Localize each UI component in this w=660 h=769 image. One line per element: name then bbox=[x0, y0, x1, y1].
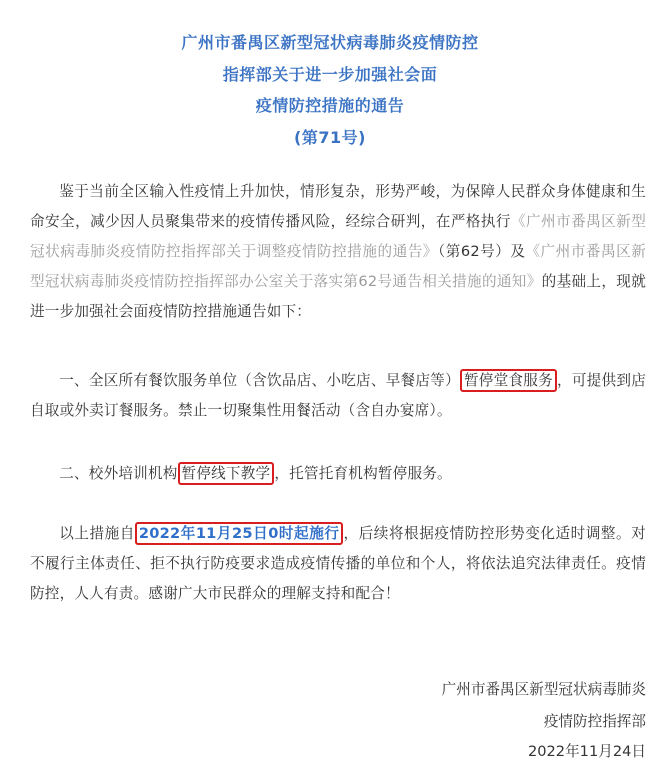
title-number: (第71号) bbox=[294, 128, 366, 147]
intro-text-3: 的基础上，现就进一步加强社会面疫情防控措施通告如下： bbox=[30, 273, 647, 320]
signature-date: 2022年11月24日 bbox=[527, 743, 646, 760]
title-line-3: 疫情防控措施的通告 bbox=[255, 96, 405, 115]
highlight-suspend-dine-in: 暂停堂食服务 bbox=[460, 369, 557, 392]
signature-line-2: 疫情防控指挥部 bbox=[543, 713, 646, 730]
reference-notice-implementation: 《广州市番禺区新型冠状病毒肺炎疫情防控指挥部办公室关于落实第62号通告相关措施的通知》 bbox=[30, 243, 647, 290]
item-2-text-before: 二、校外培训机构 bbox=[59, 465, 178, 482]
signature-line-1: 广州市番禺区新型冠状病毒肺炎 bbox=[441, 681, 646, 698]
item-1-paragraph bbox=[30, 366, 646, 426]
intro-text-2: （第62号）及 bbox=[437, 243, 526, 260]
highlight-effective-date: 2022年11月25日0时起施行 bbox=[135, 522, 344, 545]
intro-paragraph bbox=[30, 177, 646, 327]
effective-paragraph bbox=[30, 519, 646, 609]
item-2-text-after: ，托管托育机构暂停服务。 bbox=[274, 465, 452, 482]
item-1-text-before: 一、全区所有餐饮服务单位（含饮品店、小吃店、早餐店等） bbox=[59, 372, 460, 389]
item-2-paragraph bbox=[30, 459, 646, 489]
title-line-1: 广州市番禺区新型冠状病毒肺炎疫情防控 bbox=[181, 33, 479, 52]
highlight-suspend-offline-teaching: 暂停线下教学 bbox=[178, 462, 275, 485]
intro-text-1: 鉴于当前全区输入性疫情上升加快，情形复杂，形势严峻，为保障人民群众身体健康和生命安全，减少因人员聚集带来的疫情传播风险，经综合研判，在严格执行 bbox=[30, 183, 646, 230]
item-1-text-after: ，可提供到店自取或外卖订餐服务。禁止一切聚集性用餐活动（含自办宴席）。 bbox=[30, 372, 647, 419]
effective-text-before: 以上措施自 bbox=[59, 525, 135, 542]
title-line-2: 指挥部关于进一步加强社会面 bbox=[222, 65, 438, 84]
effective-text-after: ，后续将根据疫情防控形势变化适时调整。对不履行主体责任、拒不执行防疫要求造成疫情传播的单位和个人，将依法追究法律责任。疫情防控，人人有责。感谢广大市民群众的理解支持和配合！ bbox=[30, 525, 646, 602]
reference-notice-62: 《广州市番禺区新型冠状病毒肺炎疫情防控指挥部关于调整疫情防控措施的通告》 bbox=[30, 213, 646, 260]
